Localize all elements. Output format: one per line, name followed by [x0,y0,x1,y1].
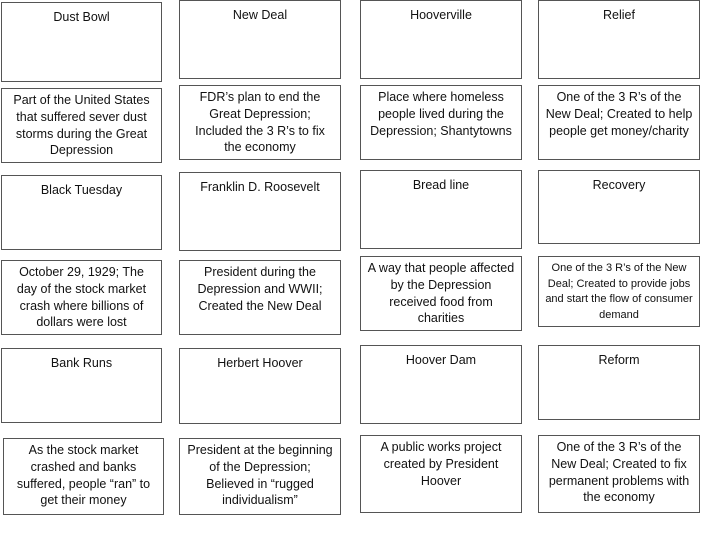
definition-card-herbert-hoover: President at the beginning of the Depression; Believed in “rugged individualism” [179,438,341,515]
term-card-hooverville: Hooverville [360,0,522,79]
term-card-herbert-hoover: Herbert Hoover [179,348,341,424]
term-card-bread-line: Bread line [360,170,522,249]
term-card-dust-bowl: Dust Bowl [1,2,162,82]
term-card-recovery: Recovery [538,170,700,244]
definition-card-black-tuesday: October 29, 1929; The day of the stock market crash where billions of dollars were lost [1,260,162,335]
definition-card-recovery: One of the 3 R’s of the New Deal; Created to provide jobs and start the flow of consumer demand [538,256,700,327]
term-card-relief: Relief [538,0,700,79]
definition-card-bank-runs: As the stock market crashed and banks suffered, people “ran” to get their money [3,438,164,515]
term-card-hoover-dam: Hoover Dam [360,345,522,424]
definition-card-franklin-d-roosevelt: President during the Depression and WWII; Created the New Deal [179,260,341,335]
term-card-reform: Reform [538,345,700,420]
definition-card-hooverville: Place where homeless people lived during the Depression; Shantytowns [360,85,522,160]
term-card-black-tuesday: Black Tuesday [1,175,162,250]
term-card-new-deal: New Deal [179,0,341,79]
definition-card-reform: One of the 3 R’s of the New Deal; Created to fix permanent problems with the economy [538,435,700,513]
definition-card-relief: One of the 3 R’s of the New Deal; Created to help people get money/charity [538,85,700,160]
definition-card-hoover-dam: A public works project created by President Hoover [360,435,522,513]
definition-card-new-deal: FDR’s plan to end the Great Depression; Included the 3 R’s to fix the economy [179,85,341,160]
term-card-bank-runs: Bank Runs [1,348,162,423]
definition-card-bread-line: A way that people affected by the Depression received food from charities [360,256,522,331]
definition-card-dust-bowl: Part of the United States that suffered sever dust storms during the Great Depression [1,88,162,163]
term-card-franklin-d-roosevelt: Franklin D. Roosevelt [179,172,341,251]
